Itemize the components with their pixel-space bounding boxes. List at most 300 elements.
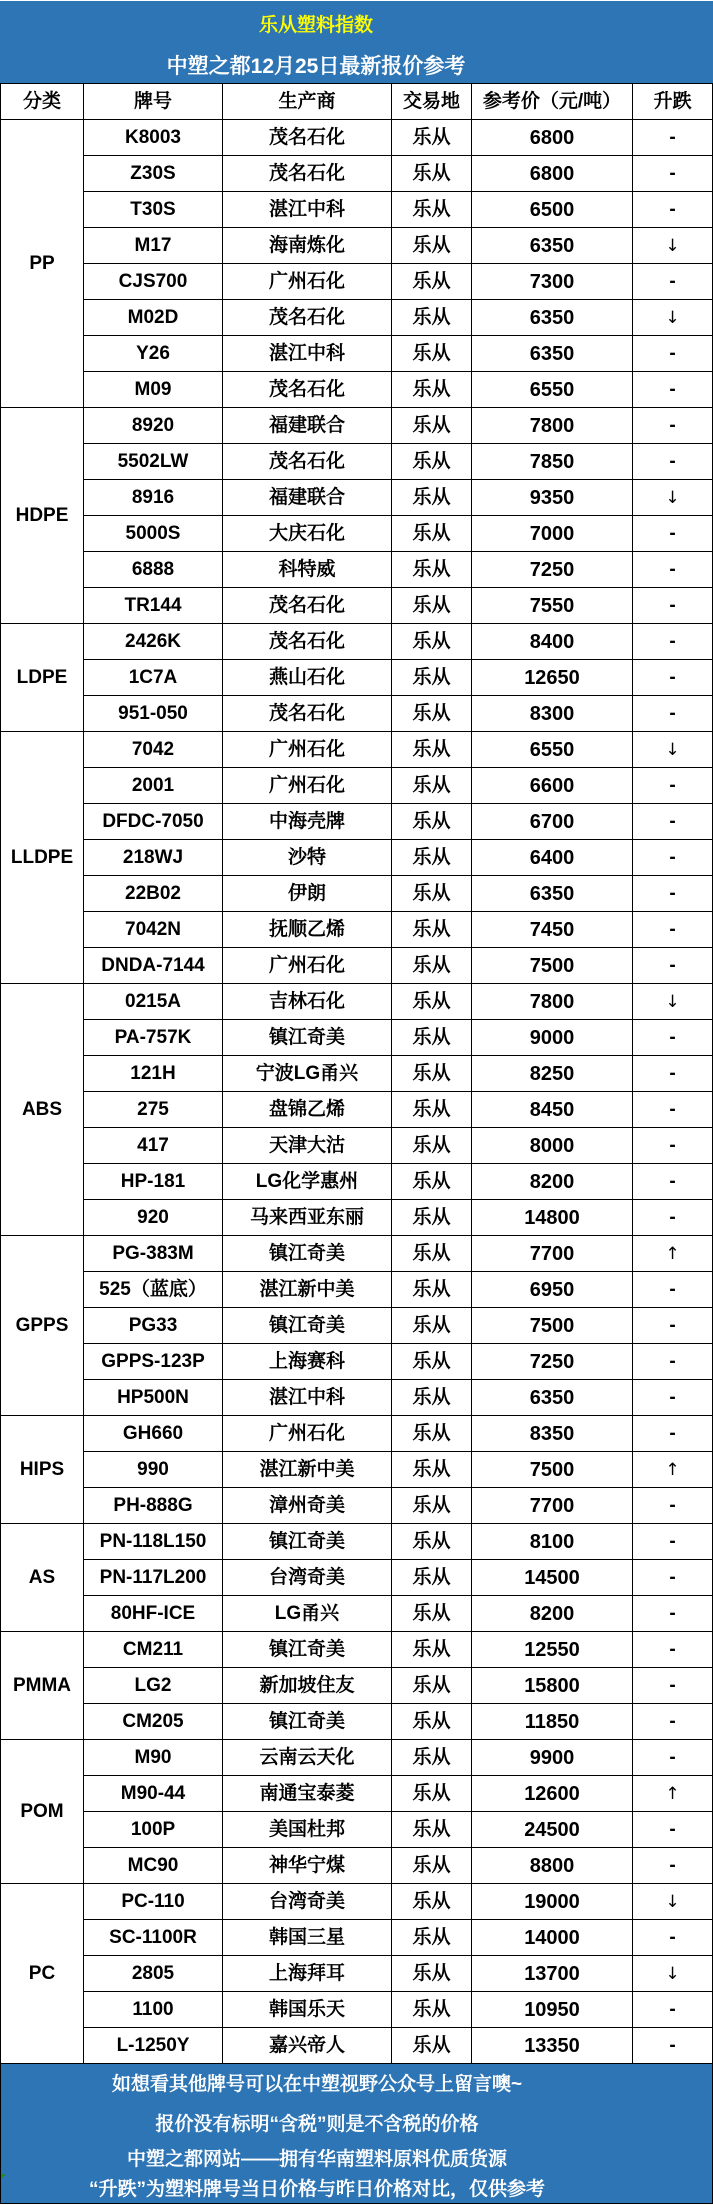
grade-cell: PN-117L200 bbox=[84, 1560, 223, 1596]
market-cell: 乐从 bbox=[392, 732, 472, 768]
column-header-change: 升跌 bbox=[633, 84, 713, 120]
producer-cell: 中海壳牌 bbox=[223, 804, 392, 840]
price-cell: 14500 bbox=[472, 1560, 633, 1596]
change-cell: - bbox=[633, 1524, 713, 1560]
price-cell: 15800 bbox=[472, 1668, 633, 1704]
grade-cell: Z30S bbox=[84, 156, 223, 192]
price-cell: 12600 bbox=[472, 1776, 633, 1812]
producer-cell: 镇江奇美 bbox=[223, 1236, 392, 1272]
price-cell: 12550 bbox=[472, 1632, 633, 1668]
footer-note: 如想看其他牌号可以在中塑视野公众号上留言噢~ bbox=[111, 2074, 523, 2095]
price-cell: 7800 bbox=[472, 984, 633, 1020]
price-cell: 8100 bbox=[472, 1524, 633, 1560]
price-cell: 7250 bbox=[472, 552, 633, 588]
producer-cell: 福建联合 bbox=[223, 480, 392, 516]
table-row bbox=[1, 156, 713, 192]
table-row bbox=[1, 948, 713, 984]
producer-cell: 吉林石化 bbox=[223, 984, 392, 1020]
grade-cell: 7042 bbox=[84, 732, 223, 768]
producer-cell: 茂名石化 bbox=[223, 156, 392, 192]
table-row bbox=[1, 588, 713, 624]
price-cell: 7450 bbox=[472, 912, 633, 948]
producer-cell: 镇江奇美 bbox=[223, 1308, 392, 1344]
grade-cell: 525（蓝底） bbox=[84, 1272, 223, 1308]
table-row bbox=[1, 876, 713, 912]
price-cell: 8800 bbox=[472, 1848, 633, 1884]
market-cell: 乐从 bbox=[392, 624, 472, 660]
grade-cell: PN-118L150 bbox=[84, 1524, 223, 1560]
change-cell: - bbox=[633, 2028, 713, 2064]
grade-cell: 7042N bbox=[84, 912, 223, 948]
column-header-market: 交易地 bbox=[392, 84, 472, 120]
price-cell: 8350 bbox=[472, 1416, 633, 1452]
market-cell: 乐从 bbox=[392, 264, 472, 300]
change-cell: - bbox=[633, 1920, 713, 1956]
price-cell: 6350 bbox=[472, 228, 633, 264]
footer-note: 报价没有标明“含税”则是不含税的价格 bbox=[155, 2114, 479, 2135]
producer-cell: 宁波LG甬兴 bbox=[223, 1056, 392, 1092]
market-cell: 乐从 bbox=[392, 696, 472, 732]
grade-cell: CJS700 bbox=[84, 264, 223, 300]
change-cell: - bbox=[633, 1632, 713, 1668]
grade-cell: 0215A bbox=[84, 984, 223, 1020]
change-cell: - bbox=[633, 1128, 713, 1164]
category-cell: HDPE bbox=[1, 408, 84, 624]
price-cell: 7500 bbox=[472, 948, 633, 984]
change-cell: - bbox=[633, 408, 713, 444]
market-cell: 乐从 bbox=[392, 1488, 472, 1524]
table-row bbox=[1, 1524, 713, 1560]
price-cell: 14000 bbox=[472, 1920, 633, 1956]
change-cell: - bbox=[633, 1992, 713, 2028]
change-cell: - bbox=[633, 1164, 713, 1200]
producer-cell: 抚顺乙烯 bbox=[223, 912, 392, 948]
change-cell: - bbox=[633, 552, 713, 588]
price-cell: 9350 bbox=[472, 480, 633, 516]
producer-cell: 台湾奇美 bbox=[223, 1884, 392, 1920]
table-row bbox=[1, 1992, 713, 2028]
change-cell: ↓ bbox=[633, 984, 713, 1020]
table-row bbox=[1, 804, 713, 840]
producer-cell: 盘锦乙烯 bbox=[223, 1092, 392, 1128]
producer-cell: 广州石化 bbox=[223, 732, 392, 768]
producer-cell: 湛江新中美 bbox=[223, 1272, 392, 1308]
price-cell: 8450 bbox=[472, 1092, 633, 1128]
grade-cell: 5502LW bbox=[84, 444, 223, 480]
grade-cell: L-1250Y bbox=[84, 2028, 223, 2064]
category-cell: LDPE bbox=[1, 624, 84, 732]
change-cell: - bbox=[633, 1488, 713, 1524]
change-cell: - bbox=[633, 1596, 713, 1632]
price-cell: 14800 bbox=[472, 1200, 633, 1236]
table-row bbox=[1, 372, 713, 408]
producer-cell: 大庆石化 bbox=[223, 516, 392, 552]
change-cell: - bbox=[633, 1344, 713, 1380]
change-cell: - bbox=[633, 1092, 713, 1128]
grade-cell: 2426K bbox=[84, 624, 223, 660]
grade-cell: M02D bbox=[84, 300, 223, 336]
producer-cell: 云南云天化 bbox=[223, 1740, 392, 1776]
category-cell: AS bbox=[1, 1524, 84, 1632]
producer-cell: 镇江奇美 bbox=[223, 1020, 392, 1056]
price-cell: 7300 bbox=[472, 264, 633, 300]
price-cell: 7500 bbox=[472, 1452, 633, 1488]
producer-cell: 上海赛科 bbox=[223, 1344, 392, 1380]
change-cell: - bbox=[633, 1272, 713, 1308]
change-cell: ↑ bbox=[633, 1776, 713, 1812]
table-row bbox=[1, 1596, 713, 1632]
producer-cell: 漳州奇美 bbox=[223, 1488, 392, 1524]
table-row bbox=[1, 444, 713, 480]
change-cell: ↓ bbox=[633, 300, 713, 336]
table-row bbox=[1, 1668, 713, 1704]
market-cell: 乐从 bbox=[392, 1236, 472, 1272]
column-header-price: 参考价（元/吨） bbox=[472, 84, 633, 120]
grade-cell: 990 bbox=[84, 1452, 223, 1488]
comment-indicator-icon bbox=[1, 2174, 6, 2179]
table-row bbox=[1, 1020, 713, 1056]
grade-cell: 8916 bbox=[84, 480, 223, 516]
market-cell: 乐从 bbox=[392, 192, 472, 228]
grade-cell: 80HF-ICE bbox=[84, 1596, 223, 1632]
grade-cell: GPPS-123P bbox=[84, 1344, 223, 1380]
category-cell: LLDPE bbox=[1, 732, 84, 984]
change-cell: - bbox=[633, 696, 713, 732]
change-cell: - bbox=[633, 1056, 713, 1092]
change-cell: - bbox=[633, 156, 713, 192]
price-cell: 6700 bbox=[472, 804, 633, 840]
table-row bbox=[1, 1812, 713, 1848]
market-cell: 乐从 bbox=[392, 1596, 472, 1632]
table-row bbox=[1, 1056, 713, 1092]
market-cell: 乐从 bbox=[392, 876, 472, 912]
price-cell: 7500 bbox=[472, 1308, 633, 1344]
table-row bbox=[1, 660, 713, 696]
table-row bbox=[1, 1488, 713, 1524]
change-cell: - bbox=[633, 192, 713, 228]
footer-note: 中塑之都网站——拥有华南塑料原料优质货源 bbox=[126, 2149, 507, 2170]
table-row bbox=[1, 120, 713, 156]
market-cell: 乐从 bbox=[392, 1992, 472, 2028]
grade-cell: M90 bbox=[84, 1740, 223, 1776]
change-cell: - bbox=[633, 1668, 713, 1704]
price-cell: 7550 bbox=[472, 588, 633, 624]
grade-cell: 1100 bbox=[84, 1992, 223, 2028]
price-cell: 6350 bbox=[472, 300, 633, 336]
grade-cell: M17 bbox=[84, 228, 223, 264]
grade-cell: 951-050 bbox=[84, 696, 223, 732]
table-row bbox=[1, 1128, 713, 1164]
producer-cell: 广州石化 bbox=[223, 768, 392, 804]
grade-cell: PG-383M bbox=[84, 1236, 223, 1272]
market-cell: 乐从 bbox=[392, 1956, 472, 1992]
grade-cell: PA-757K bbox=[84, 1020, 223, 1056]
grade-cell: 417 bbox=[84, 1128, 223, 1164]
price-cell: 6800 bbox=[472, 120, 633, 156]
producer-cell: 美国杜邦 bbox=[223, 1812, 392, 1848]
price-cell: 6550 bbox=[472, 732, 633, 768]
price-cell: 8200 bbox=[472, 1164, 633, 1200]
change-cell: - bbox=[633, 1200, 713, 1236]
market-cell: 乐从 bbox=[392, 1200, 472, 1236]
market-cell: 乐从 bbox=[392, 408, 472, 444]
producer-cell: 镇江奇美 bbox=[223, 1524, 392, 1560]
table-row bbox=[1, 1632, 713, 1668]
market-cell: 乐从 bbox=[392, 1920, 472, 1956]
change-cell: - bbox=[633, 1812, 713, 1848]
column-header-producer: 生产商 bbox=[223, 84, 392, 120]
producer-cell: 福建联合 bbox=[223, 408, 392, 444]
producer-cell: 神华宁煤 bbox=[223, 1848, 392, 1884]
grade-cell: PC-110 bbox=[84, 1884, 223, 1920]
price-cell: 7000 bbox=[472, 516, 633, 552]
market-cell: 乐从 bbox=[392, 984, 472, 1020]
grade-cell: PH-888G bbox=[84, 1488, 223, 1524]
market-cell: 乐从 bbox=[392, 1128, 472, 1164]
grade-cell: CM205 bbox=[84, 1704, 223, 1740]
market-cell: 乐从 bbox=[392, 1740, 472, 1776]
producer-cell: 茂名石化 bbox=[223, 300, 392, 336]
table-row bbox=[1, 768, 713, 804]
category-cell: ABS bbox=[1, 984, 84, 1236]
market-cell: 乐从 bbox=[392, 1020, 472, 1056]
category-cell: PP bbox=[1, 120, 84, 408]
price-cell: 8400 bbox=[472, 624, 633, 660]
market-cell: 乐从 bbox=[392, 1164, 472, 1200]
price-cell: 6500 bbox=[472, 192, 633, 228]
market-cell: 乐从 bbox=[392, 660, 472, 696]
table-row bbox=[1, 1920, 713, 1956]
producer-cell: 韩国三星 bbox=[223, 1920, 392, 1956]
price-cell: 9000 bbox=[472, 1020, 633, 1056]
grade-cell: 6888 bbox=[84, 552, 223, 588]
table-row bbox=[1, 552, 713, 588]
market-cell: 乐从 bbox=[392, 804, 472, 840]
market-cell: 乐从 bbox=[392, 552, 472, 588]
price-cell: 24500 bbox=[472, 1812, 633, 1848]
change-cell: - bbox=[633, 588, 713, 624]
price-cell: 8250 bbox=[472, 1056, 633, 1092]
market-cell: 乐从 bbox=[392, 516, 472, 552]
grade-cell: 2001 bbox=[84, 768, 223, 804]
market-cell: 乐从 bbox=[392, 1632, 472, 1668]
table-row bbox=[1, 516, 713, 552]
table-row bbox=[1, 984, 713, 1020]
producer-cell: 台湾奇美 bbox=[223, 1560, 392, 1596]
table-row bbox=[1, 1416, 713, 1452]
market-cell: 乐从 bbox=[392, 1812, 472, 1848]
price-cell: 10950 bbox=[472, 1992, 633, 2028]
change-cell: - bbox=[633, 1380, 713, 1416]
grade-cell: 920 bbox=[84, 1200, 223, 1236]
change-cell: - bbox=[633, 1308, 713, 1344]
table-row bbox=[1, 228, 713, 264]
category-cell: GPPS bbox=[1, 1236, 84, 1416]
producer-cell: 广州石化 bbox=[223, 1416, 392, 1452]
grade-cell: M09 bbox=[84, 372, 223, 408]
market-cell: 乐从 bbox=[392, 1560, 472, 1596]
price-cell: 6950 bbox=[472, 1272, 633, 1308]
producer-cell: 天津大沽 bbox=[223, 1128, 392, 1164]
change-cell: - bbox=[633, 912, 713, 948]
change-cell: - bbox=[633, 264, 713, 300]
price-cell: 8300 bbox=[472, 696, 633, 732]
change-cell: - bbox=[633, 660, 713, 696]
table-row bbox=[1, 1380, 713, 1416]
market-cell: 乐从 bbox=[392, 1272, 472, 1308]
table-row bbox=[1, 1092, 713, 1128]
table-row bbox=[1, 300, 713, 336]
grade-cell: PG33 bbox=[84, 1308, 223, 1344]
table-row bbox=[1, 1776, 713, 1812]
change-cell: - bbox=[633, 120, 713, 156]
change-cell: - bbox=[633, 336, 713, 372]
table-row bbox=[1, 480, 713, 516]
price-cell: 6350 bbox=[472, 336, 633, 372]
market-cell: 乐从 bbox=[392, 1056, 472, 1092]
market-cell: 乐从 bbox=[392, 948, 472, 984]
footer-note: “升跌”为塑料牌号当日价格与昨日价格对比，仅供参考 bbox=[88, 2179, 545, 2200]
market-cell: 乐从 bbox=[392, 1416, 472, 1452]
grade-cell: HP500N bbox=[84, 1380, 223, 1416]
producer-cell: 沙特 bbox=[223, 840, 392, 876]
grade-cell: 22B02 bbox=[84, 876, 223, 912]
producer-cell: 茂名石化 bbox=[223, 588, 392, 624]
table-row bbox=[1, 732, 713, 768]
price-cell: 6550 bbox=[472, 372, 633, 408]
price-cell: 7850 bbox=[472, 444, 633, 480]
price-cell: 19000 bbox=[472, 1884, 633, 1920]
table-row bbox=[1, 1236, 713, 1272]
table-row bbox=[1, 1200, 713, 1236]
change-cell: ↓ bbox=[633, 732, 713, 768]
category-cell: POM bbox=[1, 1740, 84, 1884]
grade-cell: T30S bbox=[84, 192, 223, 228]
market-cell: 乐从 bbox=[392, 1704, 472, 1740]
grade-cell: 1C7A bbox=[84, 660, 223, 696]
market-cell: 乐从 bbox=[392, 768, 472, 804]
price-cell: 9900 bbox=[472, 1740, 633, 1776]
market-cell: 乐从 bbox=[392, 1884, 472, 1920]
market-cell: 乐从 bbox=[392, 444, 472, 480]
table-row bbox=[1, 912, 713, 948]
market-cell: 乐从 bbox=[392, 1668, 472, 1704]
change-cell: - bbox=[633, 768, 713, 804]
change-cell: - bbox=[633, 1416, 713, 1452]
producer-cell: 燕山石化 bbox=[223, 660, 392, 696]
price-cell: 7700 bbox=[472, 1488, 633, 1524]
change-cell: - bbox=[633, 876, 713, 912]
table-row bbox=[1, 1848, 713, 1884]
producer-cell: 茂名石化 bbox=[223, 444, 392, 480]
price-table bbox=[0, 83, 713, 2064]
producer-cell: 茂名石化 bbox=[223, 372, 392, 408]
producer-cell: 科特威 bbox=[223, 552, 392, 588]
change-cell: ↓ bbox=[633, 480, 713, 516]
producer-cell: LG化学惠州 bbox=[223, 1164, 392, 1200]
table-row bbox=[1, 1308, 713, 1344]
market-cell: 乐从 bbox=[392, 156, 472, 192]
market-cell: 乐从 bbox=[392, 1776, 472, 1812]
price-cell: 7700 bbox=[472, 1236, 633, 1272]
producer-cell: 镇江奇美 bbox=[223, 1704, 392, 1740]
producer-cell: 韩国乐天 bbox=[223, 1992, 392, 2028]
producer-cell: 茂名石化 bbox=[223, 696, 392, 732]
market-cell: 乐从 bbox=[392, 1524, 472, 1560]
grade-cell: TR144 bbox=[84, 588, 223, 624]
producer-cell: 湛江中科 bbox=[223, 192, 392, 228]
change-cell: ↓ bbox=[633, 228, 713, 264]
market-cell: 乐从 bbox=[392, 1308, 472, 1344]
change-cell: - bbox=[633, 840, 713, 876]
grade-cell: 218WJ bbox=[84, 840, 223, 876]
market-cell: 乐从 bbox=[392, 1092, 472, 1128]
table-row bbox=[1, 1164, 713, 1200]
producer-cell: 湛江新中美 bbox=[223, 1452, 392, 1488]
table-row bbox=[1, 336, 713, 372]
price-cell: 11850 bbox=[472, 1704, 633, 1740]
producer-cell: 伊朗 bbox=[223, 876, 392, 912]
grade-cell: 5000S bbox=[84, 516, 223, 552]
market-cell: 乐从 bbox=[392, 480, 472, 516]
grade-cell: 121H bbox=[84, 1056, 223, 1092]
market-cell: 乐从 bbox=[392, 120, 472, 156]
producer-cell: 马来西亚东丽 bbox=[223, 1200, 392, 1236]
table-row bbox=[1, 1740, 713, 1776]
grade-cell: 8920 bbox=[84, 408, 223, 444]
table-row bbox=[1, 1884, 713, 1920]
table-row bbox=[1, 408, 713, 444]
market-cell: 乐从 bbox=[392, 1380, 472, 1416]
price-cell: 7250 bbox=[472, 1344, 633, 1380]
price-cell: 6600 bbox=[472, 768, 633, 804]
price-cell: 6350 bbox=[472, 1380, 633, 1416]
market-cell: 乐从 bbox=[392, 372, 472, 408]
price-cell: 12650 bbox=[472, 660, 633, 696]
change-cell: - bbox=[633, 1848, 713, 1884]
category-cell: PC bbox=[1, 1884, 84, 2064]
grade-cell: MC90 bbox=[84, 1848, 223, 1884]
column-header-category: 分类 bbox=[1, 84, 84, 120]
market-cell: 乐从 bbox=[392, 588, 472, 624]
table-row bbox=[1, 1956, 713, 1992]
grade-cell: SC-1100R bbox=[84, 1920, 223, 1956]
grade-cell: CM211 bbox=[84, 1632, 223, 1668]
price-cell: 6400 bbox=[472, 840, 633, 876]
change-cell: - bbox=[633, 1740, 713, 1776]
price-cell: 7800 bbox=[472, 408, 633, 444]
change-cell: - bbox=[633, 372, 713, 408]
change-cell: - bbox=[633, 1560, 713, 1596]
change-cell: - bbox=[633, 624, 713, 660]
grade-cell: 275 bbox=[84, 1092, 223, 1128]
producer-cell: 海南炼化 bbox=[223, 228, 392, 264]
market-cell: 乐从 bbox=[392, 2028, 472, 2064]
change-cell: ↑ bbox=[633, 1452, 713, 1488]
grade-cell: K8003 bbox=[84, 120, 223, 156]
producer-cell: 湛江中科 bbox=[223, 1380, 392, 1416]
grade-cell: 2805 bbox=[84, 1956, 223, 1992]
category-cell: HIPS bbox=[1, 1416, 84, 1524]
producer-cell: 新加坡住友 bbox=[223, 1668, 392, 1704]
change-cell: ↑ bbox=[633, 1236, 713, 1272]
change-cell: - bbox=[633, 444, 713, 480]
change-cell: - bbox=[633, 1704, 713, 1740]
grade-cell: DNDA-7144 bbox=[84, 948, 223, 984]
price-cell: 13700 bbox=[472, 1956, 633, 1992]
grade-cell: LG2 bbox=[84, 1668, 223, 1704]
price-cell: 8000 bbox=[472, 1128, 633, 1164]
